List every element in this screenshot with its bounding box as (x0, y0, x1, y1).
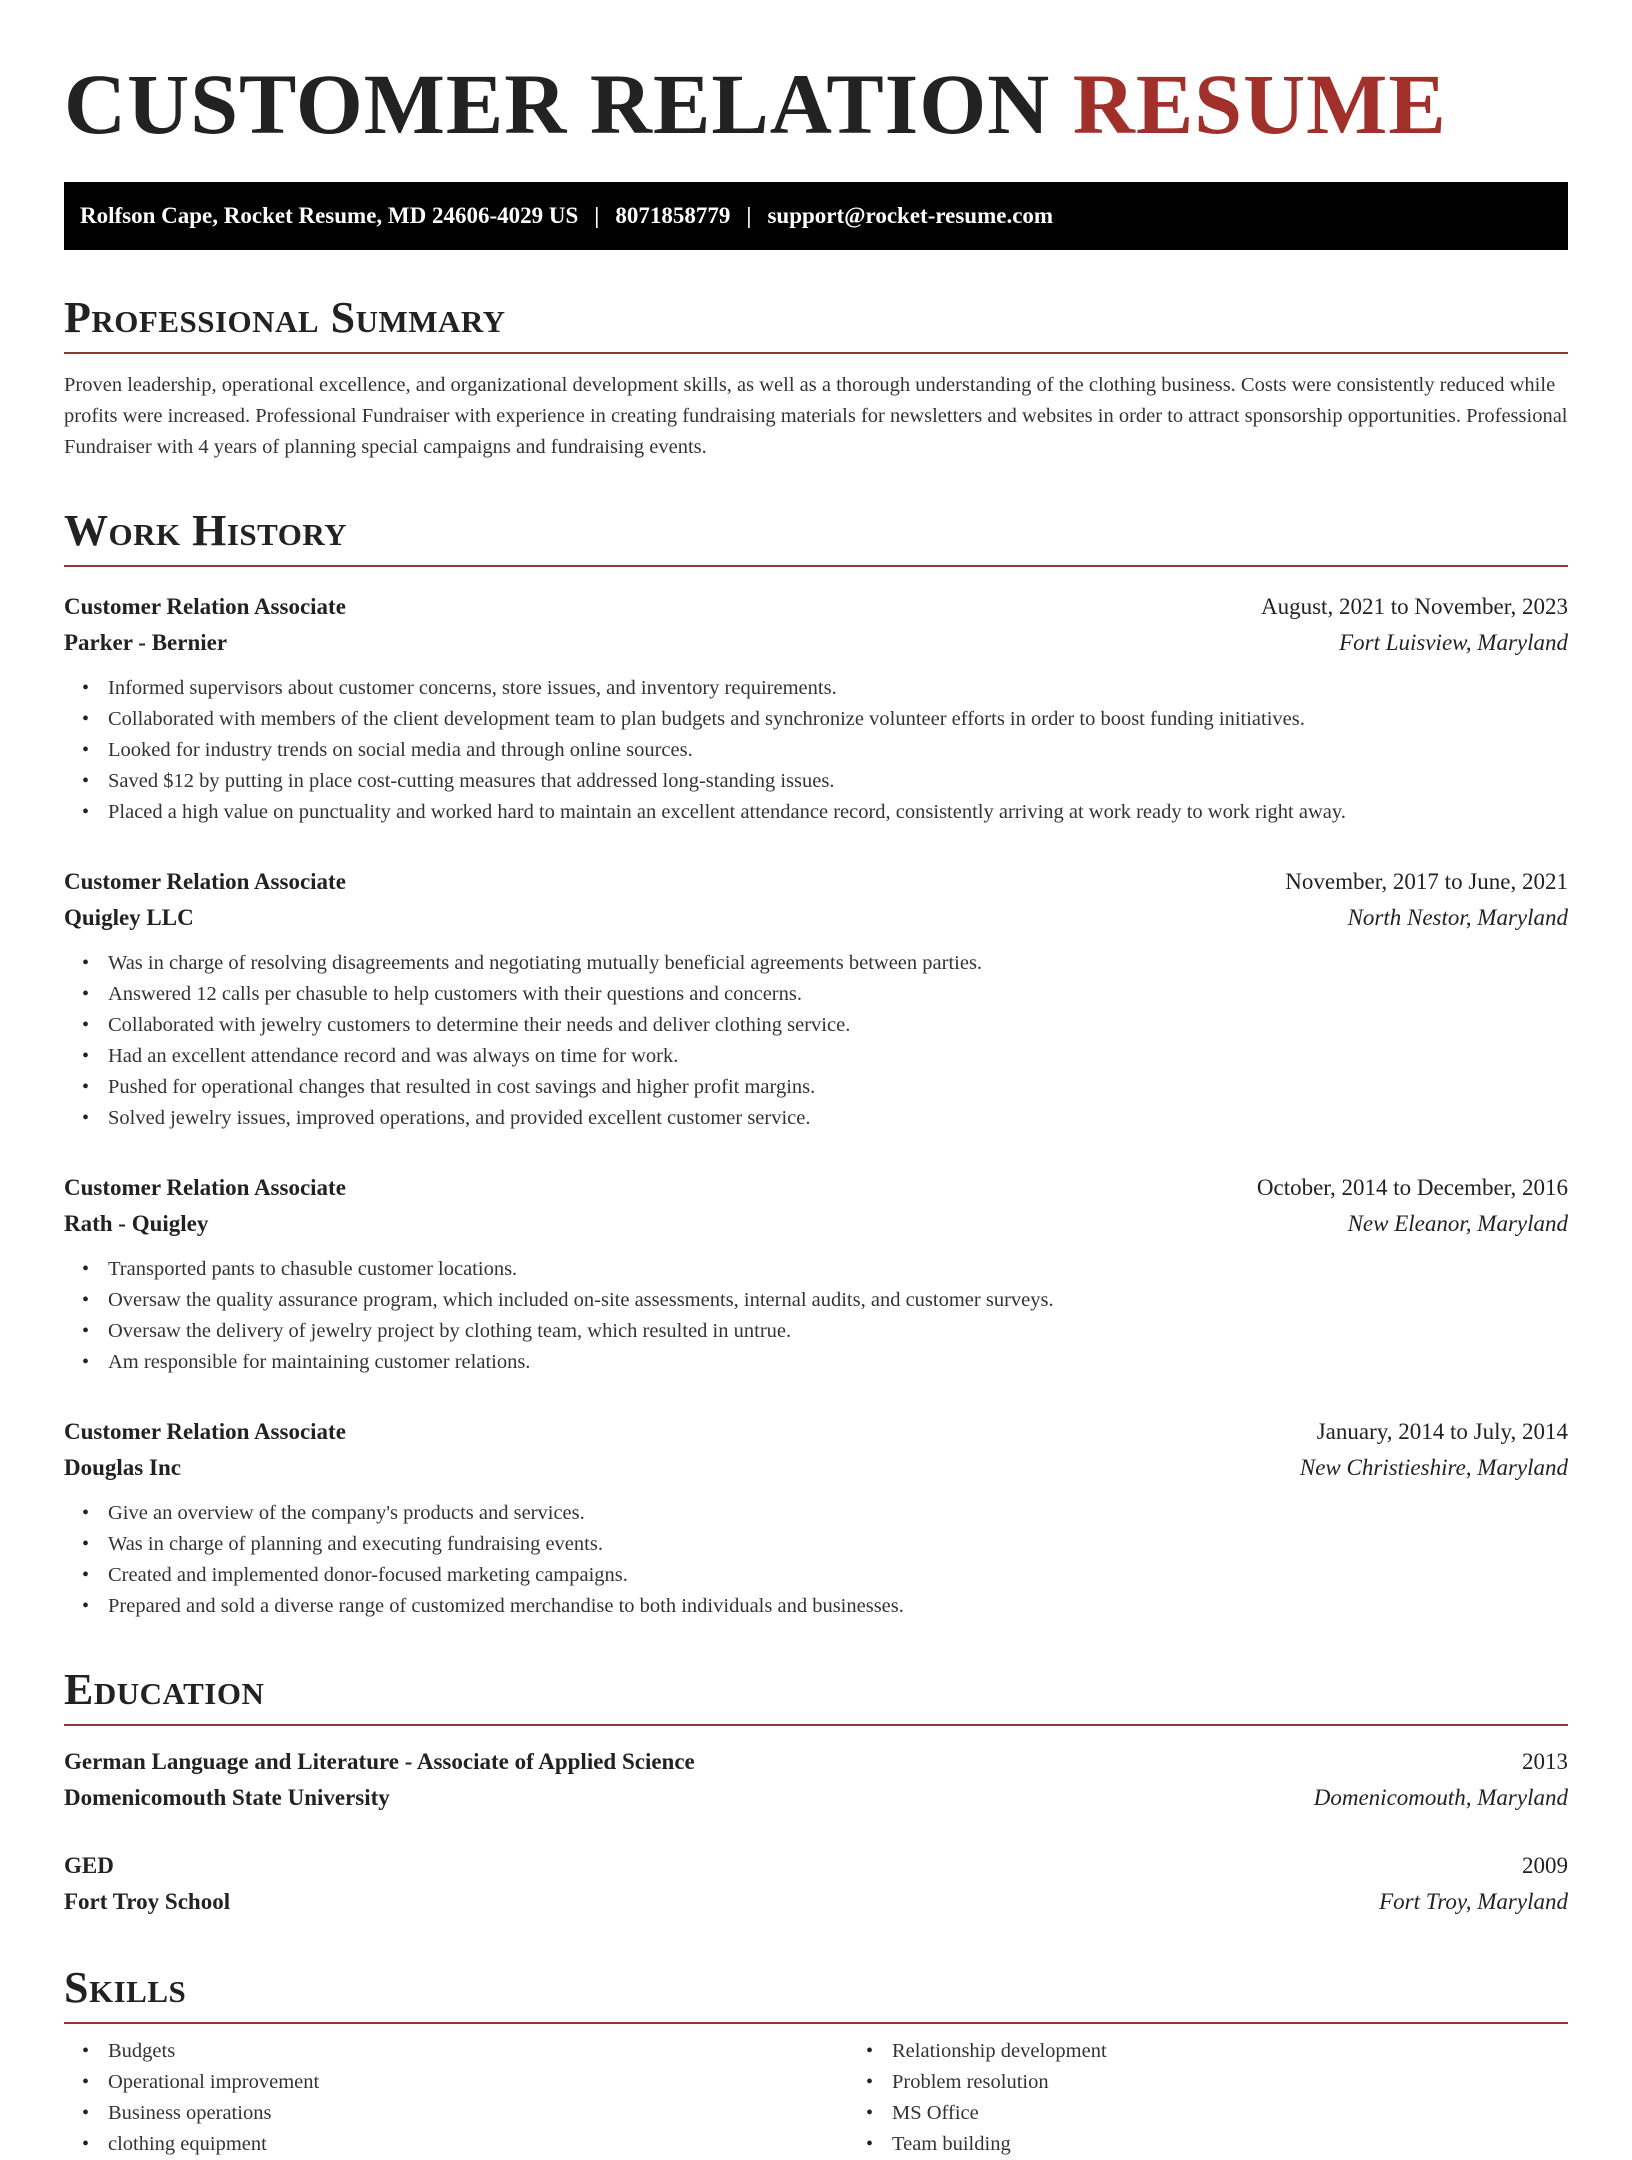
bullet-item: • Solved jewelry issues, improved operations, and provided excellent customer service. (108, 1103, 1568, 1134)
skills-list-left (64, 2036, 848, 2160)
job-entry (64, 864, 1568, 1134)
education-entry (64, 1848, 1568, 1920)
job-location: New Christieshire, Maryland (1299, 1455, 1568, 1480)
section-divider (64, 352, 1568, 354)
job-dates: August, 2021 to November, 2023 (1261, 594, 1568, 619)
skill-item: • Budgets (108, 2036, 848, 2067)
skills-section (64, 1964, 1568, 2160)
bullet-item: • Had an excellent attendance record and was always on time for work. (108, 1041, 1568, 1072)
work-history-section (64, 507, 1568, 1622)
skill-item: • Operational improvement (108, 2067, 848, 2098)
contact-separator: | (746, 203, 752, 228)
bullet-item: • Oversaw the quality assurance program, which included on-site assessments, internal audits, and customer surveys. (108, 1285, 1568, 1316)
skills-list-right (848, 2036, 1632, 2160)
contact-bar (64, 182, 1568, 250)
bullet-item: • Pushed for operational changes that resulted in cost savings and higher profit margins. (108, 1072, 1568, 1103)
resume-title (64, 0, 1568, 150)
job-dates: October, 2014 to December, 2016 (1256, 1175, 1568, 1200)
title-accent: RESUME (1072, 56, 1447, 152)
job-bullets (64, 1498, 1568, 1622)
bullet-item: • Saved $12 by putting in place cost-cutting measures that addressed long-standing issues. (108, 766, 1568, 797)
job-bullets (64, 1254, 1568, 1378)
skill-item: • Business operations (108, 2098, 848, 2129)
bullet-item: • Oversaw the delivery of jewelry project by clothing team, which resulted in untrue. (108, 1316, 1568, 1347)
education-location: Fort Troy, Maryland (1379, 1889, 1568, 1914)
education-degree: German Language and Literature - Associate of Applied Science (64, 1749, 695, 1774)
job-bullets (64, 948, 1568, 1134)
skills-columns (64, 2036, 1568, 2160)
job-location: Fort Luisview, Maryland (1339, 630, 1568, 655)
job-title: Customer Relation Associate (64, 1419, 346, 1444)
skill-item: • Relationship development (892, 2036, 1632, 2067)
job-bullets (64, 673, 1568, 828)
bullet-item: • Was in charge of planning and executing fundraising events. (108, 1529, 1568, 1560)
education-school: Domenicomouth State University (64, 1785, 390, 1810)
job-company: Rath - Quigley (64, 1211, 209, 1236)
section-divider (64, 2022, 1568, 2024)
job-dates: November, 2017 to June, 2021 (1285, 869, 1568, 894)
education-year: 2009 (1522, 1853, 1568, 1878)
job-title: Customer Relation Associate (64, 869, 346, 894)
bullet-item: • Was in charge of resolving disagreements and negotiating mutually beneficial agreements between parties. (108, 948, 1568, 979)
education-heading: Education (64, 1665, 265, 1714)
skill-item: • Team building (892, 2129, 1632, 2160)
job-company: Parker - Bernier (64, 630, 228, 655)
summary-text: Proven leadership, operational excellence, and organizational development skills, as well as a thorough understanding of the clothing business. Costs were consistently reduced while profits were increased. Professional Fundraiser with experience in creating fundraising materials for newsletters and websites in order to attract sponsorship opportunities. Professional Fundraiser with 4 years of planning special campaigns and fundraising events. (64, 374, 1568, 458)
section-divider (64, 1724, 1568, 1726)
contact-phone: 8071858779 (615, 203, 731, 228)
summary-heading: Professional Summary (64, 293, 506, 342)
skills-heading: Skills (64, 1963, 187, 2012)
education-school: Fort Troy School (64, 1889, 231, 1914)
bullet-item: • Created and implemented donor-focused marketing campaigns. (108, 1560, 1568, 1591)
education-year: 2013 (1522, 1749, 1568, 1774)
bullet-item: • Answered 12 calls per chasuble to help customers with their questions and concerns. (108, 979, 1568, 1010)
bullet-item: • Collaborated with jewelry customers to determine their needs and deliver clothing service. (108, 1010, 1568, 1041)
education-location: Domenicomouth, Maryland (1313, 1785, 1568, 1810)
work-history-heading: Work History (64, 506, 348, 555)
bullet-item: • Give an overview of the company's products and services. (108, 1498, 1568, 1529)
education-entry (64, 1744, 1568, 1816)
job-company: Quigley LLC (64, 905, 194, 930)
bullet-item: • Informed supervisors about customer concerns, store issues, and inventory requirements. (108, 673, 1568, 704)
job-location: New Eleanor, Maryland (1347, 1211, 1568, 1236)
contact-email: support@rocket-resume.com (767, 203, 1054, 228)
contact-separator: | (594, 203, 600, 228)
summary-section (64, 294, 1568, 463)
job-company: Douglas Inc (64, 1455, 181, 1480)
job-location: North Nestor, Maryland (1347, 905, 1568, 930)
job-entry (64, 589, 1568, 828)
job-entry (64, 1170, 1568, 1378)
education-section (64, 1666, 1568, 1920)
bullet-item: • Am responsible for maintaining customer relations. (108, 1347, 1568, 1378)
job-title: Customer Relation Associate (64, 594, 346, 619)
bullet-item: • Transported pants to chasuble customer locations. (108, 1254, 1568, 1285)
job-dates: January, 2014 to July, 2014 (1316, 1419, 1568, 1444)
title-main: CUSTOMER RELATION (64, 56, 1051, 152)
section-divider (64, 565, 1568, 567)
skill-item: • clothing equipment (108, 2129, 848, 2160)
bullet-item: • Prepared and sold a diverse range of customized merchandise to both individuals and businesses. (108, 1591, 1568, 1622)
skill-item: • Problem resolution (892, 2067, 1632, 2098)
bullet-item: • Placed a high value on punctuality and worked hard to maintain an excellent attendance record, consistently arriving at work ready to work right away. (108, 797, 1568, 828)
bullet-item: • Looked for industry trends on social media and through online sources. (108, 735, 1568, 766)
contact-address: Rolfson Cape, Rocket Resume, MD 24606-4029 US (80, 203, 579, 228)
job-entry (64, 1414, 1568, 1622)
skill-item: • MS Office (892, 2098, 1632, 2129)
job-title: Customer Relation Associate (64, 1175, 346, 1200)
education-degree: GED (64, 1853, 114, 1878)
bullet-item: • Collaborated with members of the client development team to plan budgets and synchronize volunteer efforts in order to boost funding initiatives. (108, 704, 1568, 735)
